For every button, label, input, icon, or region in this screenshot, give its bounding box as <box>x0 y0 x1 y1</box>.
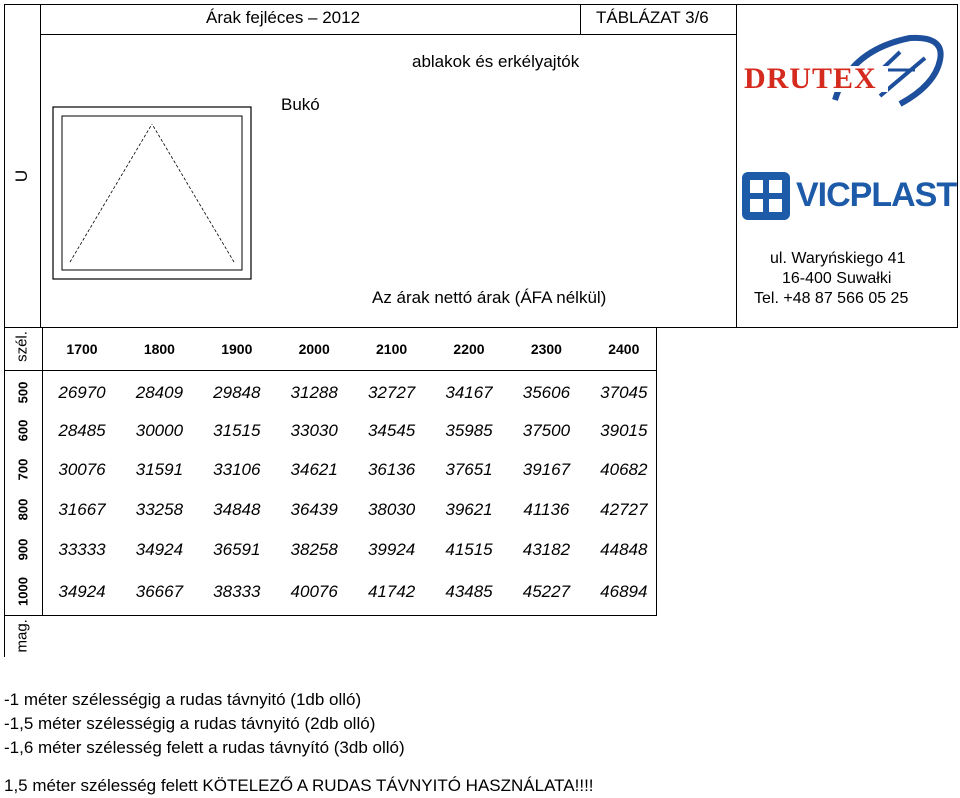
window-tilt-diagram <box>52 106 252 280</box>
price-cell: 31515 <box>213 421 261 440</box>
price-cell: 38333 <box>213 582 261 601</box>
height-axis-label: mag. <box>13 619 31 653</box>
category-label: ablakok és erkélyajtók <box>412 52 580 71</box>
price-cell: 41742 <box>367 582 416 601</box>
price-cell: 34924 <box>58 582 106 601</box>
note-line-1: -1 méter szélességig a rudas távnyitó (1db olló) <box>4 690 362 709</box>
window-type-label: Bukó <box>281 95 320 114</box>
price-cell: 39621 <box>445 500 493 519</box>
height-label-cell: 700 <box>15 458 31 481</box>
price-cell: 37045 <box>600 383 648 402</box>
price-cell: 36591 <box>213 540 261 559</box>
height-label-cell: 1000 <box>15 577 31 606</box>
price-cell: 39015 <box>600 421 648 440</box>
price-cell: 39167 <box>522 460 571 479</box>
price-cell: 36439 <box>290 500 338 519</box>
price-cell: 26970 <box>58 383 106 402</box>
price-cell: 34621 <box>290 460 338 479</box>
price-cell: 34848 <box>213 500 261 519</box>
height-label-cell: 600 <box>15 419 31 442</box>
price-cell: 29848 <box>213 383 261 402</box>
price-cell: 41136 <box>523 500 570 519</box>
price-cell: 43485 <box>445 582 493 601</box>
price-cell: 46894 <box>600 582 648 601</box>
note-line-3: -1,6 méter szélesség felett a rudas távnyító (3db olló) <box>4 738 405 757</box>
price-cell: 40076 <box>290 582 338 601</box>
price-cell: 38258 <box>290 540 338 559</box>
height-label-cell: 800 <box>15 498 31 521</box>
width-header-cell: 2000 <box>298 341 330 357</box>
height-label-cell: 900 <box>15 538 31 561</box>
width-header-cell: 1900 <box>221 341 253 357</box>
price-cell: 28485 <box>58 421 106 440</box>
price-cell: 40682 <box>600 460 648 479</box>
price-cell: 45227 <box>522 582 571 601</box>
price-cell: 32727 <box>367 383 416 402</box>
side-letter: U <box>12 169 31 183</box>
price-cell: 39924 <box>367 540 416 559</box>
address-city: 16-400 Suwałki <box>782 270 892 287</box>
price-cell: 28409 <box>135 383 184 402</box>
table-number: TÁBLÁZAT 3/6 <box>596 8 709 27</box>
drutex-logo: DRUTEX <box>740 30 952 114</box>
price-cell: 31667 <box>58 500 106 519</box>
price-cell: 36667 <box>135 582 184 601</box>
net-price-note: Az árak nettó árak (ÁFA nélkül) <box>372 288 607 307</box>
width-header-cell: 2300 <box>530 341 562 357</box>
vicplast-logo: VICPLAST <box>742 172 946 222</box>
width-header-cell: 2400 <box>608 341 640 357</box>
price-cell: 37500 <box>522 421 571 440</box>
width-header-cell: 2200 <box>453 341 485 357</box>
price-cell: 37651 <box>445 460 493 479</box>
price-cell: 34545 <box>367 421 416 440</box>
price-cell: 31591 <box>135 460 184 479</box>
price-cell: 38030 <box>367 500 416 519</box>
width-header-cell: 1700 <box>66 341 98 357</box>
height-label-cell: 500 <box>15 381 31 404</box>
price-cell: 43182 <box>522 540 571 559</box>
price-cell: 33106 <box>213 460 261 479</box>
width-axis-label: szél. <box>13 331 31 362</box>
price-cell: 35606 <box>522 383 571 402</box>
price-cell: 30000 <box>135 421 184 440</box>
price-cell: 36136 <box>367 460 416 479</box>
price-cell: 34924 <box>135 540 184 559</box>
width-header-cell: 2100 <box>376 341 408 357</box>
price-cell: 35985 <box>445 421 493 440</box>
note-line-2: -1,5 méter szélességig a rudas távnyitó (2db olló) <box>4 714 376 733</box>
address-street: ul. Waryńskiego 41 <box>770 250 906 267</box>
address-phone: Tel. +48 87 566 05 25 <box>754 290 909 307</box>
price-cell: 34167 <box>445 383 493 402</box>
price-cell: 41515 <box>445 540 493 559</box>
mandatory-warning: 1,5 méter szélesség felett KÖTELEZŐ A RUDAS TÁVNYITÓ HASZNÁLATA!!!! <box>4 776 594 795</box>
price-cell: 31288 <box>290 383 338 402</box>
price-cell: 33030 <box>290 421 338 440</box>
width-header-cell: 1800 <box>143 341 175 357</box>
price-cell: 33258 <box>135 500 184 519</box>
vicplast-window-icon <box>742 172 790 220</box>
header-title: Árak fejléces – 2012 <box>206 8 361 27</box>
price-cell: 42727 <box>600 500 648 519</box>
price-cell: 33333 <box>58 540 106 559</box>
price-cell: 44848 <box>600 540 648 559</box>
price-cell: 30076 <box>58 460 106 479</box>
